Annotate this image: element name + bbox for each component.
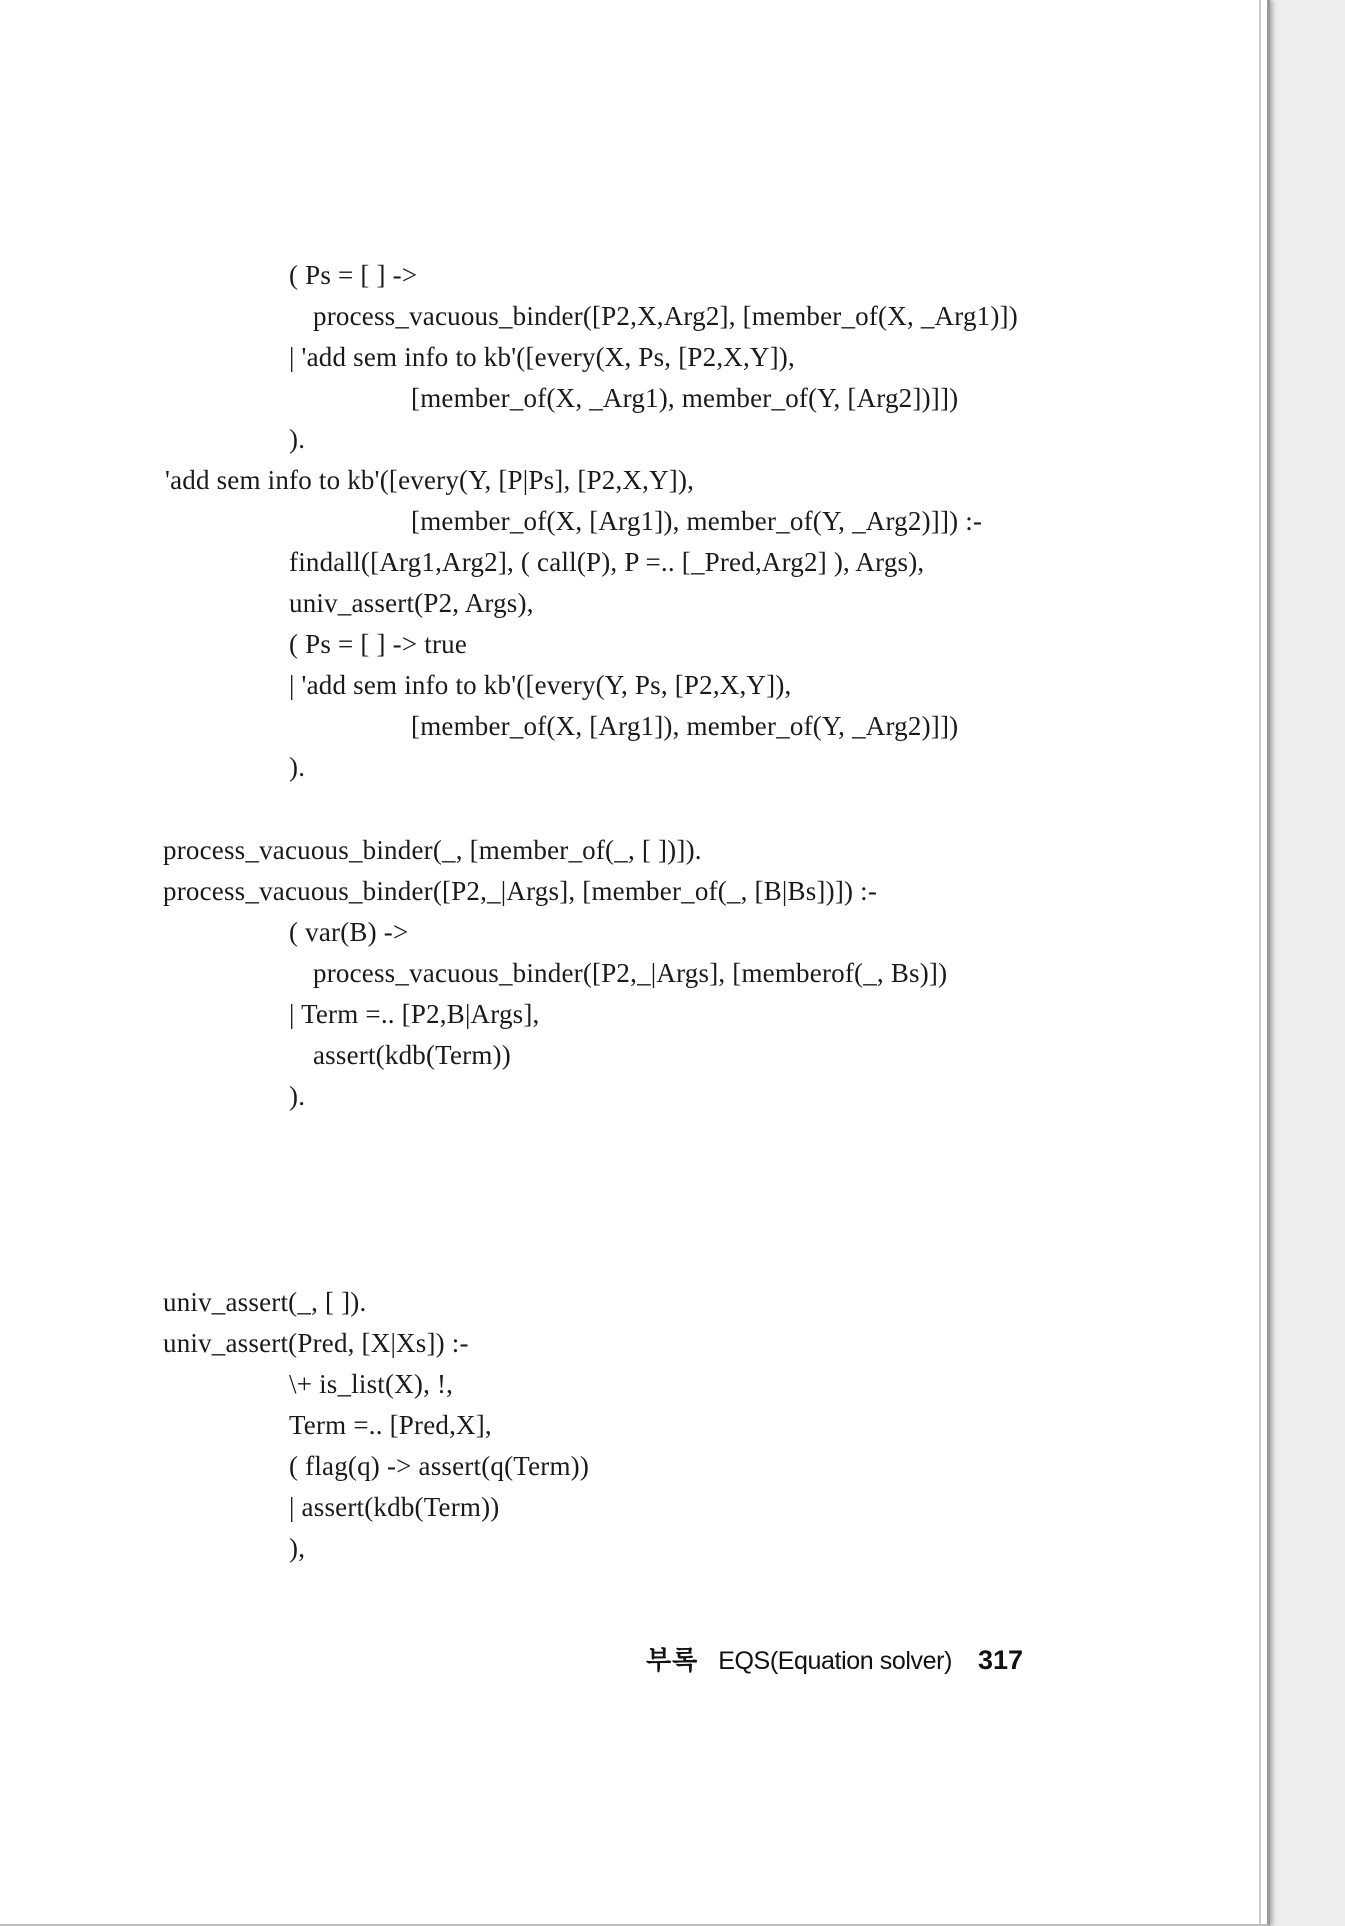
code-line: ).: [289, 1081, 306, 1111]
code-line: process_vacuous_binder(_, [member_of(_, [ ])]).: [163, 835, 702, 865]
code-line: | assert(kdb(Term)): [289, 1492, 500, 1522]
code-line: | Term =.. [P2,B|Args],: [289, 999, 540, 1029]
page-number: 317: [978, 1645, 1024, 1675]
code-line: 'add sem info to kb'([every(Y, [P|Ps], [P2,X,Y]),: [165, 465, 695, 495]
code-line: [member_of(X, [Arg1]), member_of(Y, _Arg2)]]): [411, 711, 959, 741]
code-line: ).: [289, 424, 306, 454]
code-line: process_vacuous_binder([P2,_|Args], [member_of(_, [B|Bs])]) :-: [163, 876, 878, 906]
code-line: ).: [289, 752, 306, 782]
code-line: Term =.. [Pred,X],: [289, 1410, 492, 1440]
page-footer: [646, 1640, 1023, 1680]
code-line: univ_assert(Pred, [X|Xs]) :-: [163, 1328, 469, 1358]
code-line: [member_of(X, [Arg1]), member_of(Y, _Arg2)]]) :-: [411, 506, 983, 536]
code-line: ( flag(q) -> assert(q(Term)): [289, 1451, 590, 1481]
code-line: process_vacuous_binder([P2,X,Arg2], [member_of(X, _Arg1)]): [313, 301, 1018, 331]
code-line: ( var(B) ->: [289, 917, 409, 947]
code-line: [member_of(X, _Arg1), member_of(Y, [Arg2])]]): [411, 383, 959, 413]
code-line: process_vacuous_binder([P2,_|Args], [memberof(_, Bs)]): [313, 958, 948, 988]
code-line: | 'add sem info to kb'([every(X, Ps, [P2,X,Y]),: [289, 342, 795, 372]
footer-title: EQS(Equation solver): [718, 1647, 953, 1675]
code-line: univ_assert(_, [ ]).: [163, 1287, 367, 1317]
code-line: findall([Arg1,Arg2], ( call(P), P =.. [_Pred,Arg2] ), Args),: [289, 547, 925, 577]
code-line: \+ is_list(X), !,: [289, 1369, 454, 1399]
code-line: ( Ps = [ ] ->: [289, 260, 418, 290]
code-line: assert(kdb(Term)): [313, 1040, 511, 1070]
page-edge: [1259, 0, 1261, 1924]
code-line: ),: [289, 1533, 306, 1563]
footer-section-label: 부록: [646, 1645, 699, 1675]
code-line: univ_assert(P2, Args),: [289, 588, 534, 618]
code-line: | 'add sem info to kb'([every(Y, Ps, [P2,X,Y]),: [289, 670, 792, 700]
code-line: ( Ps = [ ] -> true: [289, 629, 468, 659]
